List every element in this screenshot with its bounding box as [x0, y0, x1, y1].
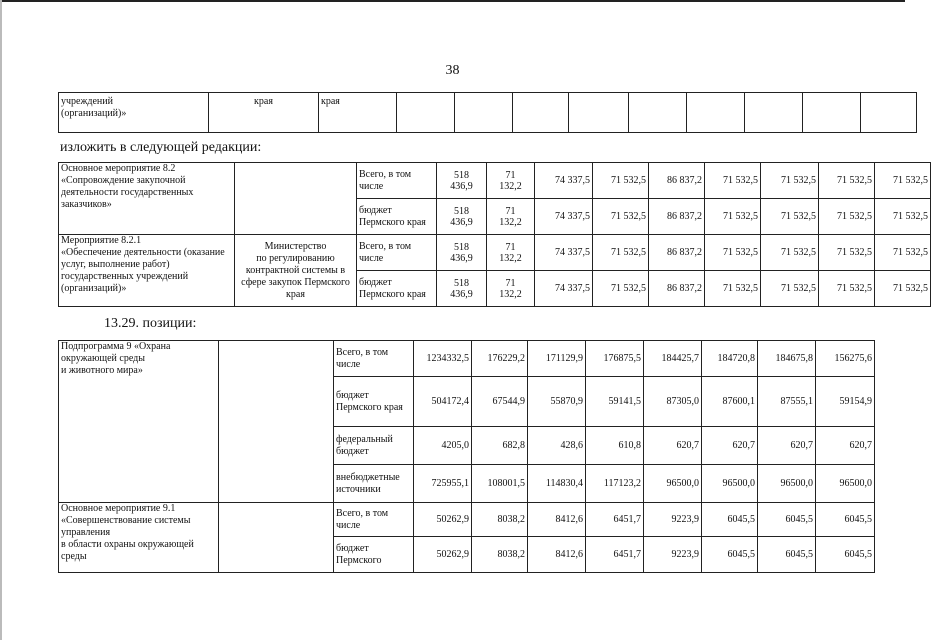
table-cell: 71 532,5: [593, 271, 649, 307]
table-cell: 71 532,5: [875, 271, 931, 307]
table-cell: 71 532,5: [819, 163, 875, 199]
table-cell: [745, 93, 803, 133]
table-cell: 114830,4: [528, 465, 586, 503]
table-cell: 67544,9: [472, 377, 528, 427]
measure-label: Основное мероприятие 9.1 «Совершенствование системы управления в области охраны окружающей среды: [59, 503, 219, 573]
page-left-edge: [0, 0, 2, 640]
subprogram-9-table: [58, 340, 875, 573]
table-cell: 71 532,5: [593, 199, 649, 235]
table-cell: [513, 93, 569, 133]
table-cell: 9223,9: [644, 537, 702, 573]
table-cell: 71 532,5: [593, 163, 649, 199]
table-cell: 1234332,5: [414, 341, 472, 377]
table-cell: 184720,8: [702, 341, 758, 377]
table-cell: 71 532,5: [761, 163, 819, 199]
table-cell: 71 532,5: [761, 235, 819, 271]
table-cell: 96500,0: [702, 465, 758, 503]
table-cell: 71 532,5: [761, 199, 819, 235]
table-cell: 4205,0: [414, 427, 472, 465]
table-cell: 86 837,2: [649, 271, 705, 307]
table-cell: [569, 93, 629, 133]
table-cell: 86 837,2: [649, 235, 705, 271]
continuation-table: [58, 92, 917, 133]
table-cell: 86 837,2: [649, 199, 705, 235]
table-cell: 6045,5: [702, 537, 758, 573]
table-cell: 71 532,5: [761, 271, 819, 307]
funding-source: бюджет Пермского края: [357, 271, 437, 307]
table-cell: 55870,9: [528, 377, 586, 427]
table-cell: 96500,0: [644, 465, 702, 503]
funding-source: бюджет Пермского: [334, 537, 414, 573]
table-cell: края: [319, 93, 397, 133]
section-heading: 13.29. позиции:: [104, 316, 197, 331]
table-cell: 87555,1: [758, 377, 816, 427]
table-cell: 71 132,2: [487, 271, 535, 307]
table-cell: [803, 93, 861, 133]
table-cell: 74 337,5: [535, 271, 593, 307]
table-cell: 71 532,5: [705, 163, 761, 199]
table-cell: 610,8: [586, 427, 644, 465]
table-cell: 682,8: [472, 427, 528, 465]
table-cell: 725955,1: [414, 465, 472, 503]
subprogram-label: Подпрограмма 9 «Охрана окружающей среды и животного мира»: [59, 341, 219, 503]
table-cell: 71 532,5: [705, 235, 761, 271]
funding-source: Всего, в том числе: [334, 341, 414, 377]
table-cell: 71 132,2: [487, 199, 535, 235]
table-cell: 518 436,9: [437, 235, 487, 271]
executor-cell: [235, 163, 357, 235]
table-cell: 620,7: [816, 427, 875, 465]
table-cell: 8412,6: [528, 537, 586, 573]
table-cell: 59154,9: [816, 377, 875, 427]
table-cell: 87600,1: [702, 377, 758, 427]
table-cell: 117123,2: [586, 465, 644, 503]
table-cell: 86 837,2: [649, 163, 705, 199]
table-cell: 71 532,5: [819, 271, 875, 307]
executor-cell: [219, 341, 334, 503]
table-cell: [861, 93, 917, 133]
table-cell: края: [209, 93, 319, 133]
table-cell: [687, 93, 745, 133]
table-cell: 74 337,5: [535, 235, 593, 271]
table-cell: [397, 93, 455, 133]
measures-8-2-table: [58, 162, 931, 307]
table-cell: 428,6: [528, 427, 586, 465]
table-cell: 8038,2: [472, 537, 528, 573]
table-cell: 504172,4: [414, 377, 472, 427]
table-cell: 50262,9: [414, 537, 472, 573]
funding-source: Всего, в том числе: [334, 503, 414, 537]
table-cell: 71 532,5: [705, 271, 761, 307]
funding-source: федеральный бюджет: [334, 427, 414, 465]
table-cell: 6045,5: [702, 503, 758, 537]
table-cell: 176229,2: [472, 341, 528, 377]
table-cell: 6045,5: [816, 503, 875, 537]
table-cell: 71 532,5: [593, 235, 649, 271]
table-cell: 71 532,5: [875, 199, 931, 235]
table-cell: 8038,2: [472, 503, 528, 537]
funding-source: бюджет Пермского края: [334, 377, 414, 427]
table-cell: 6451,7: [586, 503, 644, 537]
table-cell: 71 532,5: [875, 163, 931, 199]
table-cell: 6045,5: [816, 537, 875, 573]
table-cell: 71 132,2: [487, 235, 535, 271]
executor-cell: Министерство по регулированию контрактной системы в сфере закупок Пермского края: [235, 235, 357, 307]
table-cell: 6045,5: [758, 503, 816, 537]
table-cell: 87305,0: [644, 377, 702, 427]
table-cell: [629, 93, 687, 133]
table-cell: 518 436,9: [437, 199, 487, 235]
table-cell: 176875,5: [586, 341, 644, 377]
table-cell: 74 337,5: [535, 199, 593, 235]
table-cell: 6045,5: [758, 537, 816, 573]
page-top-border: [0, 0, 905, 2]
executor-cell: [219, 503, 334, 573]
funding-source: бюджет Пермского края: [357, 199, 437, 235]
measure-label: Мероприятие 8.2.1 «Обеспечение деятельности (оказание услуг, выполнение работ) государственных учреждений (организаций)»: [59, 235, 235, 307]
table-cell: 71 532,5: [819, 199, 875, 235]
table-row: [59, 341, 875, 377]
table-cell: 108001,5: [472, 465, 528, 503]
table-cell: 9223,9: [644, 503, 702, 537]
funding-source: внебюджетные источники: [334, 465, 414, 503]
table-cell: 59141,5: [586, 377, 644, 427]
table-cell: 518 436,9: [437, 271, 487, 307]
table-cell: 96500,0: [758, 465, 816, 503]
page-number: 38: [445, 63, 460, 78]
table-cell: 184675,8: [758, 341, 816, 377]
table-row: [59, 503, 875, 537]
table-cell: 156275,6: [816, 341, 875, 377]
table-cell: 6451,7: [586, 537, 644, 573]
table-cell: 50262,9: [414, 503, 472, 537]
table-cell: 8412,6: [528, 503, 586, 537]
table-cell: 71 532,5: [705, 199, 761, 235]
table-cell: 71 532,5: [819, 235, 875, 271]
table-cell: 71 132,2: [487, 163, 535, 199]
table-row: [59, 163, 931, 199]
table-cell: учреждений (организаций)»: [59, 93, 209, 133]
table-cell: 518 436,9: [437, 163, 487, 199]
table-cell: 74 337,5: [535, 163, 593, 199]
funding-source: Всего, в том числе: [357, 235, 437, 271]
table-cell: [455, 93, 513, 133]
table-cell: 96500,0: [816, 465, 875, 503]
table-cell: 171129,9: [528, 341, 586, 377]
funding-source: Всего, в том числе: [357, 163, 437, 199]
table-cell: 620,7: [644, 427, 702, 465]
table-row: [59, 235, 931, 271]
table-cell: 620,7: [758, 427, 816, 465]
table-cell: 620,7: [702, 427, 758, 465]
section-heading: изложить в следующей редакции:: [60, 140, 262, 155]
measure-label: Основное мероприятие 8.2 «Сопровождение закупочной деятельности государственных заказчиков»: [59, 163, 235, 235]
table-cell: 184425,7: [644, 341, 702, 377]
table-row: [59, 93, 917, 133]
table-cell: 71 532,5: [875, 235, 931, 271]
